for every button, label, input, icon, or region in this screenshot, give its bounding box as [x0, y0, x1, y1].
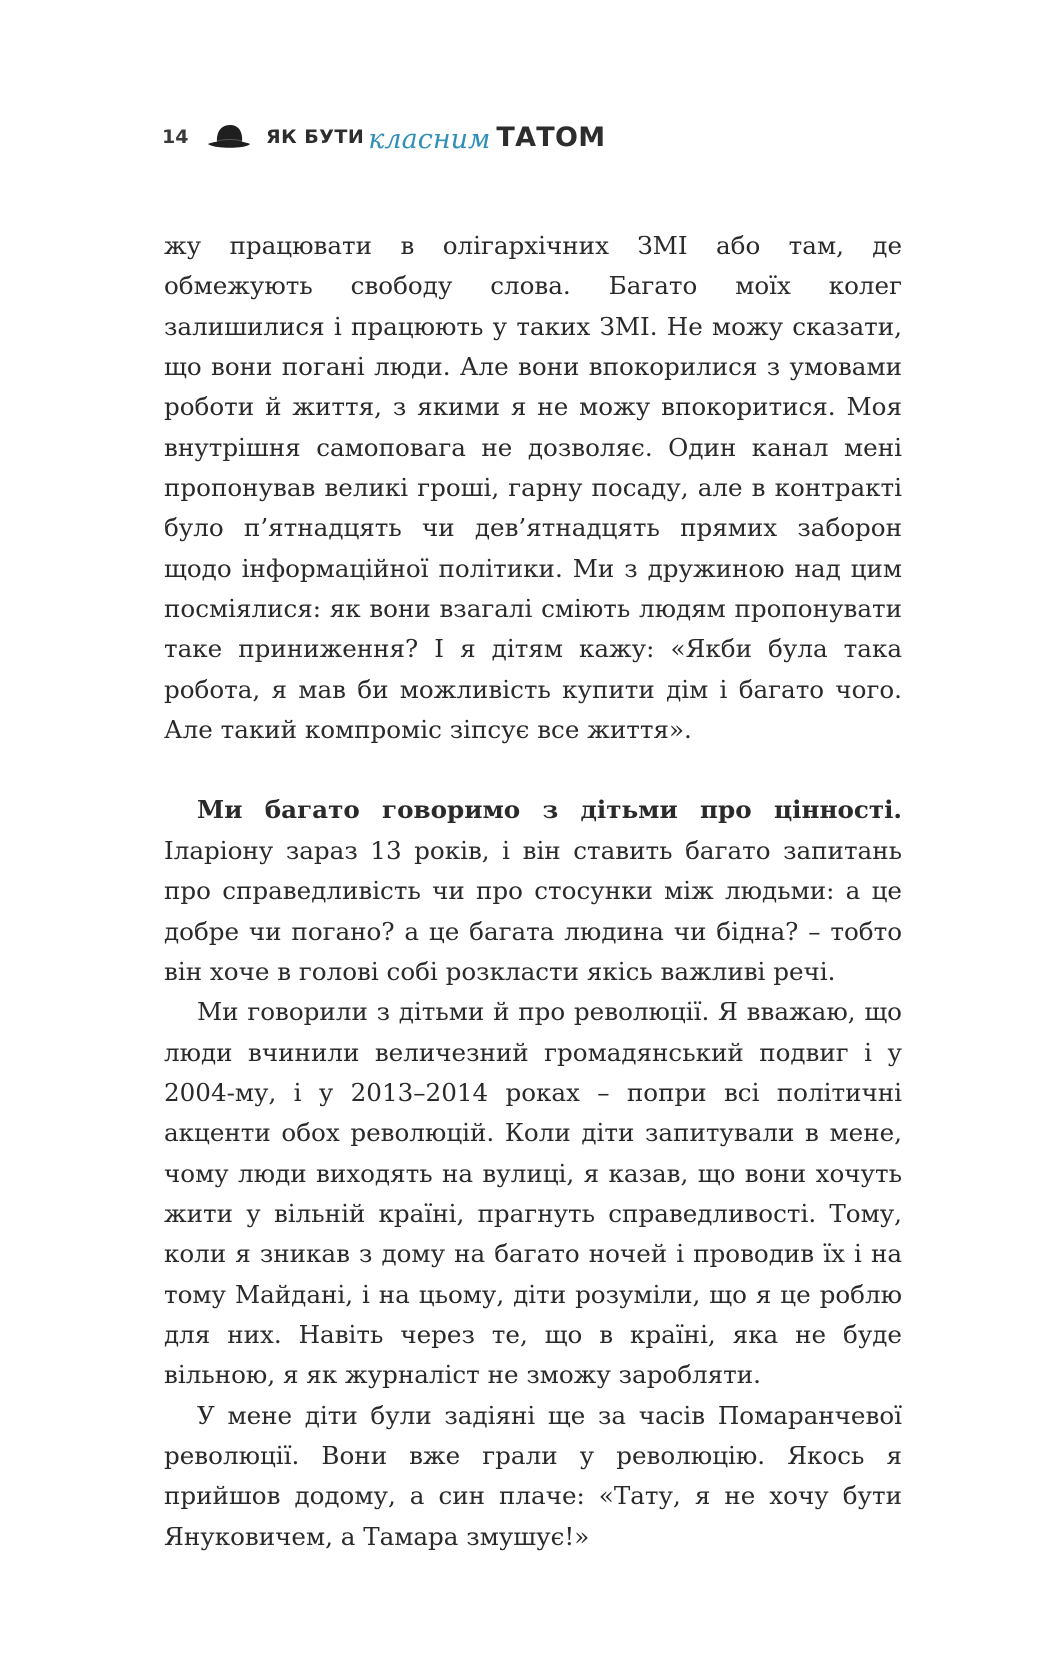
book-title-script: класним [368, 123, 491, 155]
paragraph-4: У мене діти були задіяні ще за часів Помаранчевої революції. Вони вже грали у революцію. Якось я прийшов додому, а син плаче: «Тату, я не хочу бути Януковичем, а Тамара змушує!» [164, 1400, 902, 1551]
running-header [162, 112, 605, 162]
page-number: 14 [162, 126, 189, 148]
book-title-part1: ЯК БУТИ [266, 126, 365, 148]
paragraph-1: жу працювати в олігархічних ЗМІ або там, де обмежують свободу слова. Багато моїх колег залишилися і працюють у таких ЗМІ. Не можу сказати, що вони погані люди. Але вони впокорилися з умовами роботи й життя, з якими я не можу впокоритися. Моя внутрішня самоповага не дозволяє. Один канал мені пропонував великі гроші, гарну посаду, але в контракті було п’ятнадцять чи дев’ятнадцять прямих заборон щодо інформаційної політики. Ми з дружиною над цим посміялися: як вони взагалі сміють людям пропонувати таке приниження? І я дітям кажу: «Якби була така робота, я мав би можливість купити дім і багато чого. Але такий компроміс зіпсує все життя». [164, 231, 902, 745]
paragraph-3: Ми говорили з дітьми й про революції. Я вважаю, що люди вчинили величезний громадянський подвиг і у 2004-му, і у 2013–2014 роках – попри всі політичні акценти обох революцій. Коли діти запитували в мене, чому люди виходять на вулиці, я казав, що вони хочуть жити у вільній країні, прагнуть справедливості. Тому, коли я зникав з дому на багато ночей і проводив їх і на тому Майдані, і на цьому, діти розуміли, що я це роблю для них. Навіть через те, що в країні, яка не буде вільною, я як журналіст не зможу заробляти. [164, 997, 902, 1390]
paragraph-2-text: Іларіону зараз 13 років, і він ставить багато запитань про справедливість чи про стосунки між людьми: а це добре чи погано? а це багата людина чи бідна? – тобто він хоче в голові собі розкласти якісь важливі речі. [164, 835, 902, 986]
book-title-part3: ТАТОМ [496, 121, 606, 153]
bowler-hat-icon [206, 122, 252, 152]
paragraph-2 [164, 790, 902, 992]
page-body [164, 226, 902, 1557]
paragraph-lead: Ми багато говоримо з дітьми про цінності. [197, 795, 902, 825]
